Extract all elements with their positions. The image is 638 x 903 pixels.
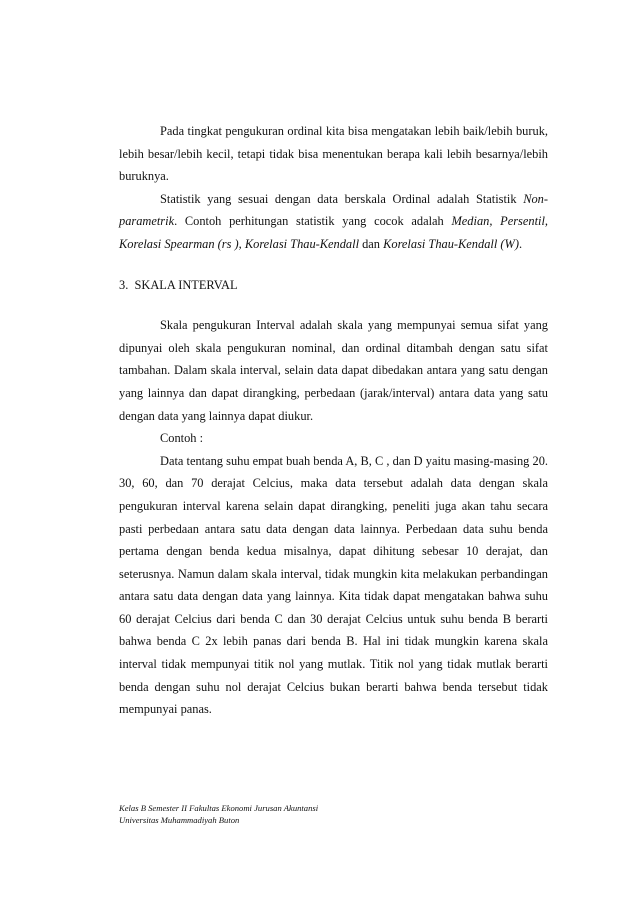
heading-spacer bbox=[119, 296, 548, 314]
text-run: dan bbox=[359, 236, 384, 251]
section-number: 3. bbox=[119, 277, 129, 292]
paragraph-ordinal-comparison: Pada tingkat pengukuran ordinal kita bisa mengatakan lebih baik/lebih buruk, lebih besar/lebih kecil, tetapi tidak bisa menentukan berapa kali lebih besarnya/lebih buruknya. bbox=[119, 124, 548, 184]
term-nonparametric: Non-parametrik bbox=[119, 191, 548, 229]
paragraph-example-label: Contoh : bbox=[160, 431, 204, 446]
paragraph-interval-definition: Skala pengukuran Interval adalah skala yang mempunyai semua sifat yang dipunyai oleh skala pengukuran nominal, dan ordinal ditambah dengan satu sifat tambahan. Dalam skala interval, selain data dapat dibedakan antara yang satu dengan yang lainnya dan dapat dirangking, perbedaan (jarak/interval) antara data yang satu dengan data yang lainnya dapat diukur. bbox=[119, 318, 548, 423]
page-content bbox=[119, 120, 548, 721]
page-footer bbox=[119, 803, 318, 826]
text-run: Statistik yang sesuai dengan data berskala Ordinal adalah Statistik bbox=[160, 191, 524, 206]
paragraph-ordinal-statistics bbox=[119, 188, 548, 256]
footer-line-2: Universitas Muhammadiyah Buton bbox=[119, 814, 240, 825]
text-run: . Contoh perhitungan statistik yang cocok adalah bbox=[174, 214, 452, 229]
section-title: SKALA INTERVAL bbox=[134, 277, 238, 292]
text-run: . bbox=[518, 236, 523, 251]
term-kendall-w: Korelasi Thau-Kendall (W) bbox=[383, 236, 519, 251]
section-spacer bbox=[119, 256, 548, 274]
paragraph-temperature-example: Data tentang suhu empat buah benda A, B, C , dan D yaitu masing-masing 20. 30, 60, dan 70 derajat Celcius, maka data tersebut adalah data dengan skala pengukuran interval karena selain dapat dirangking, peneliti juga akan tahu secara pasti perbedaan antara satu data dengan data lainnya. Perbedaan data suhu benda pertama dengan benda kedua misalnya, dapat dihitung sebesar 10 derajat, dan seterusnya. Namun dalam skala interval, tidak mungkin kita melakukan perbandingan antara satu data dengan data yang lainnya. Kita tidak dapat mengatakan bahwa suhu 60 derajat Celcius dari benda C dan 30 derajat Celcius untuk suhu benda B berarti bahwa benda C 2x lebih panas dari benda B. Hal ini tidak mungkin karena skala interval tidak mempunyai titik nol yang mutlak. Titik nol yang tidak mutlak berarti benda dengan suhu nol derajat Celcius bukan berarti bahwa benda tersebut tidak mempunyai panas. bbox=[119, 453, 548, 717]
footer-line-1: Kelas B Semester II Fakultas Ekonomi Jurusan Akuntansi bbox=[119, 803, 319, 813]
section-heading bbox=[119, 274, 548, 297]
term-examples: Median, Persentil, Korelasi Spearman (rs ), Korelasi Thau-Kendall bbox=[119, 214, 548, 251]
